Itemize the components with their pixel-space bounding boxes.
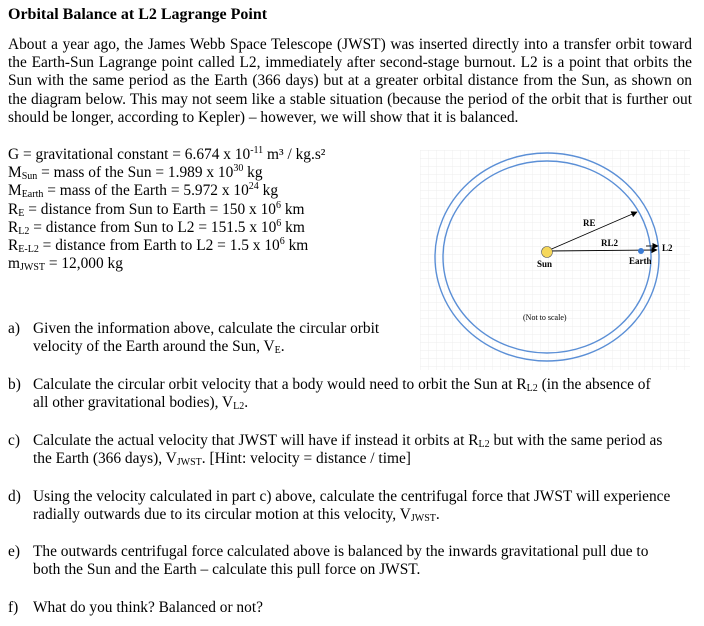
definitions-list [8,146,325,273]
def-mass-sun: $M_{Sun}$ = mass of the Sun = 1.989 x $10^{30}$ kg [8,163,263,183]
def-distance-sun-l2: $R_{L2}$ = distance from Sun to L2 = 151.5 x $10^6$ km [8,217,305,237]
def-mass-jwst: $m_{JWST} = 12,000$ kg [8,255,123,274]
orbit-diagram [420,150,690,370]
question-b: b) Calculate the circular orbit velocity that a body would need to orbit the Sun at $R_{L2}$ (in the absence of all other gravitational bodies), $V_{L2}$. [8,376,651,413]
question-e: e) The outwards centrifugal force calculated above is balanced by the inwards gravitational pull due to both the Sun and the Earth – calculate this pull force on JWST. [8,543,649,579]
re-label: RE [583,218,596,228]
earth-label: Earth [629,256,652,266]
rl2-label: RL2 [601,238,619,248]
def-distance-sun-earth: $R_E$ = distance from Sun to Earth = 150 x $10^6$ km [8,199,305,219]
not-to-scale-note: (Not to scale) [523,313,567,322]
def-gravitational-constant: G = gravitational constant = 6.674 x $10^{-11}$ m³ / kg.s² [8,145,326,163]
intro-paragraph: About a year ago, the James Webb Space Telescope (JWST) was inserted directly into a transfer orbit toward the Earth-Sun Lagrange point called L2, immediately after second-stage burnout. L2 is a point that orbits the Sun with the same period as the Earth (366 days) but at a greater orbital distance from the Sun, as shown on the diagram below. This may not seem like a stable situation (because the period of the orbit that is further out should be longer, according to Kepler) – however, we will show that it is balanced. [8,36,692,126]
page-title: Orbital Balance at L2 Lagrange Point [8,6,268,23]
question-c: c) Calculate the actual velocity that JWST will have if instead it orbits at $R_{L2}$ but with the same period as the Earth (366 days), $V_{JWST}$. [Hint: velocity = distance / time] [8,432,663,469]
l2-label: L2 [662,243,673,253]
question-a: a) Given the information above, calculate the circular orbit velocity of the Earth around the Sun, $V_E$. [8,320,380,357]
sun-label: Sun [537,259,553,269]
def-mass-earth: $M_{Earth}$ = mass of the Earth = 5.972 x $10^{24}$ kg [8,181,279,201]
def-distance-earth-l2: $R_{E-L2}$ = distance from Earth to L2 = 1.5 x $10^6$ km [8,236,309,256]
sun-icon [542,247,553,258]
question-f: f) What do you think? Balanced or not? [8,599,263,616]
earth-icon [638,248,644,254]
question-d: d) Using the velocity calculated in part c) above, calculate the centrifugal force that JWST will experience radially outwards due to its circular motion at this velocity, $V_{JWST}$. [8,488,671,525]
